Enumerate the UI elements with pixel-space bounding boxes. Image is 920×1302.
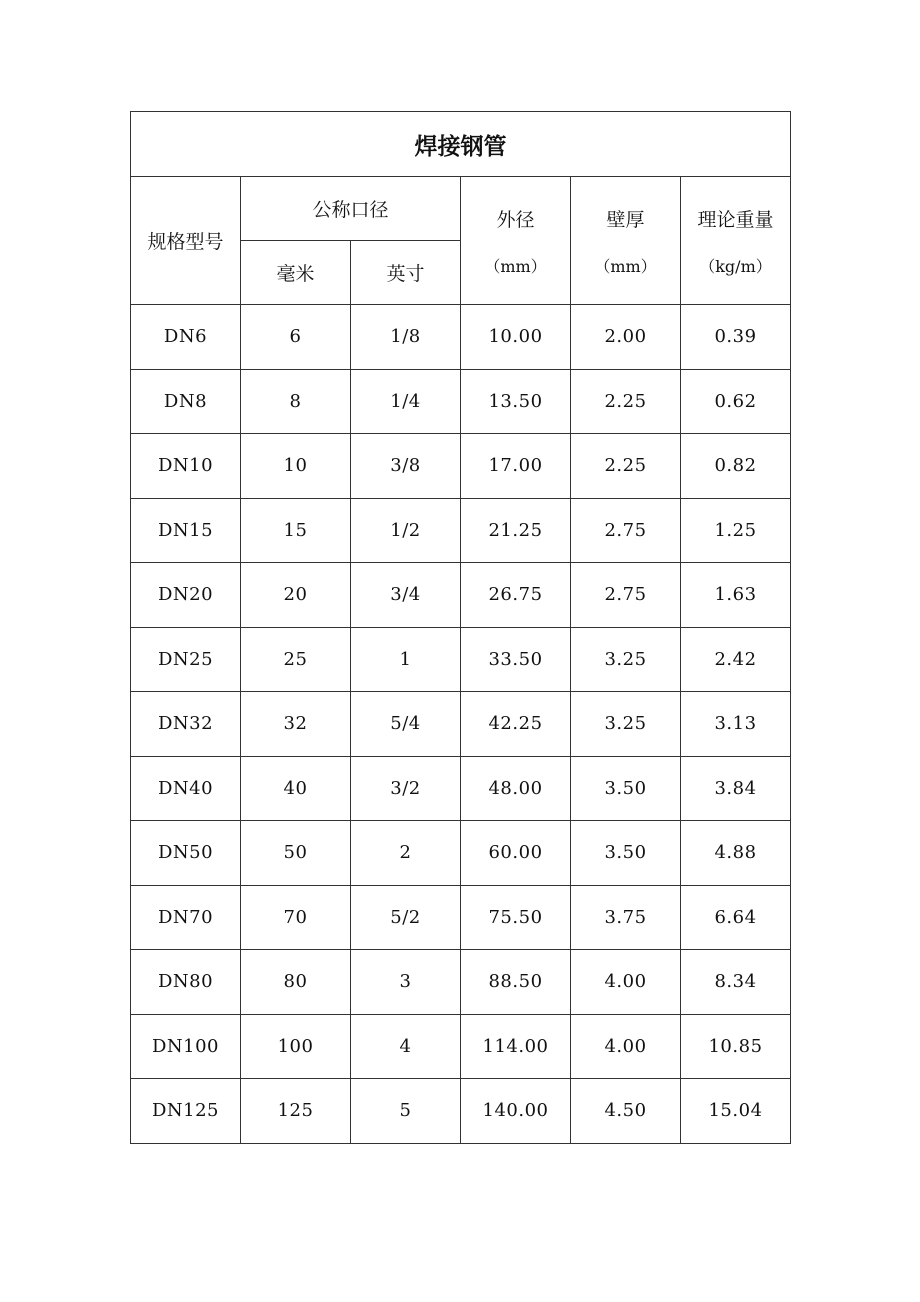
table-row — [131, 1079, 791, 1144]
table-title: 焊接钢管 — [131, 112, 791, 177]
header-outer-diameter — [461, 177, 571, 305]
cell-millimeter: 25 — [241, 627, 351, 692]
header-spec: 规格型号 — [131, 177, 241, 305]
cell-millimeter: 50 — [241, 821, 351, 886]
cell-spec: DN15 — [131, 498, 241, 563]
cell-inch: 3/8 — [351, 434, 461, 499]
cell-outer-diameter: 33.50 — [461, 627, 571, 692]
cell-wall-thickness: 3.25 — [571, 627, 681, 692]
cell-outer-diameter: 17.00 — [461, 434, 571, 499]
cell-theoretical-weight: 0.39 — [681, 305, 791, 370]
cell-wall-thickness: 2.25 — [571, 369, 681, 434]
cell-millimeter: 100 — [241, 1014, 351, 1079]
table-row — [131, 1014, 791, 1079]
header-millimeter: 毫米 — [241, 241, 351, 305]
cell-spec: DN32 — [131, 692, 241, 757]
cell-wall-thickness: 3.50 — [571, 821, 681, 886]
cell-millimeter: 40 — [241, 756, 351, 821]
cell-wall-thickness: 3.50 — [571, 756, 681, 821]
cell-spec: DN50 — [131, 821, 241, 886]
cell-outer-diameter: 10.00 — [461, 305, 571, 370]
cell-wall-thickness: 2.75 — [571, 563, 681, 628]
cell-inch: 4 — [351, 1014, 461, 1079]
header-inch: 英寸 — [351, 241, 461, 305]
cell-outer-diameter: 21.25 — [461, 498, 571, 563]
cell-wall-thickness: 2.00 — [571, 305, 681, 370]
cell-inch: 3 — [351, 950, 461, 1015]
table-row — [131, 756, 791, 821]
table-body — [131, 305, 791, 1144]
cell-inch: 1/4 — [351, 369, 461, 434]
cell-outer-diameter: 42.25 — [461, 692, 571, 757]
table-row — [131, 434, 791, 499]
table-row — [131, 950, 791, 1015]
table-row — [131, 305, 791, 370]
header-wall-thickness — [571, 177, 681, 305]
cell-outer-diameter: 13.50 — [461, 369, 571, 434]
table-row — [131, 498, 791, 563]
welded-steel-pipe-table — [130, 111, 791, 1144]
cell-wall-thickness: 4.00 — [571, 950, 681, 1015]
header-theoretical-weight — [681, 177, 791, 305]
cell-outer-diameter: 60.00 — [461, 821, 571, 886]
cell-spec: DN40 — [131, 756, 241, 821]
cell-spec: DN25 — [131, 627, 241, 692]
cell-spec: DN80 — [131, 950, 241, 1015]
cell-theoretical-weight: 15.04 — [681, 1079, 791, 1144]
cell-spec: DN100 — [131, 1014, 241, 1079]
cell-outer-diameter: 75.50 — [461, 885, 571, 950]
cell-millimeter: 125 — [241, 1079, 351, 1144]
cell-inch: 5/4 — [351, 692, 461, 757]
cell-wall-thickness: 3.25 — [571, 692, 681, 757]
cell-outer-diameter: 48.00 — [461, 756, 571, 821]
cell-spec: DN20 — [131, 563, 241, 628]
cell-theoretical-weight: 8.34 — [681, 950, 791, 1015]
cell-theoretical-weight: 4.88 — [681, 821, 791, 886]
cell-millimeter: 20 — [241, 563, 351, 628]
header-outer-diameter-unit: （mm） — [484, 256, 547, 276]
cell-outer-diameter: 140.00 — [461, 1079, 571, 1144]
cell-inch: 3/2 — [351, 756, 461, 821]
cell-millimeter: 15 — [241, 498, 351, 563]
header-theoretical-weight-label: 理论重量 — [697, 208, 774, 231]
cell-spec: DN6 — [131, 305, 241, 370]
cell-wall-thickness: 4.00 — [571, 1014, 681, 1079]
header-wall-thickness-label: 壁厚 — [606, 208, 645, 231]
cell-spec: DN8 — [131, 369, 241, 434]
table-row — [131, 821, 791, 886]
cell-wall-thickness: 4.50 — [571, 1079, 681, 1144]
cell-spec: DN125 — [131, 1079, 241, 1144]
header-outer-diameter-label: 外径 — [496, 208, 535, 231]
table-row — [131, 692, 791, 757]
table-row — [131, 563, 791, 628]
cell-theoretical-weight: 2.42 — [681, 627, 791, 692]
cell-theoretical-weight: 1.63 — [681, 563, 791, 628]
cell-theoretical-weight: 6.64 — [681, 885, 791, 950]
cell-theoretical-weight: 0.82 — [681, 434, 791, 499]
cell-theoretical-weight: 0.62 — [681, 369, 791, 434]
cell-inch: 3/4 — [351, 563, 461, 628]
cell-theoretical-weight: 10.85 — [681, 1014, 791, 1079]
table-row — [131, 885, 791, 950]
cell-millimeter: 6 — [241, 305, 351, 370]
cell-theoretical-weight: 3.13 — [681, 692, 791, 757]
cell-millimeter: 70 — [241, 885, 351, 950]
cell-millimeter: 80 — [241, 950, 351, 1015]
cell-inch: 5/2 — [351, 885, 461, 950]
cell-outer-diameter: 26.75 — [461, 563, 571, 628]
table-row — [131, 627, 791, 692]
header-wall-thickness-unit: （mm） — [594, 256, 657, 276]
cell-theoretical-weight: 3.84 — [681, 756, 791, 821]
table-row — [131, 369, 791, 434]
cell-millimeter: 8 — [241, 369, 351, 434]
document-page — [130, 111, 790, 1144]
cell-inch: 1/8 — [351, 305, 461, 370]
cell-inch: 5 — [351, 1079, 461, 1144]
cell-millimeter: 32 — [241, 692, 351, 757]
cell-outer-diameter: 88.50 — [461, 950, 571, 1015]
cell-theoretical-weight: 1.25 — [681, 498, 791, 563]
cell-inch: 2 — [351, 821, 461, 886]
cell-inch: 1 — [351, 627, 461, 692]
header-theoretical-weight-unit: （kg/m） — [699, 256, 772, 276]
header-nominal-diameter: 公称口径 — [241, 177, 461, 241]
cell-inch: 1/2 — [351, 498, 461, 563]
cell-spec: DN70 — [131, 885, 241, 950]
cell-wall-thickness: 3.75 — [571, 885, 681, 950]
cell-spec: DN10 — [131, 434, 241, 499]
cell-wall-thickness: 2.75 — [571, 498, 681, 563]
cell-millimeter: 10 — [241, 434, 351, 499]
cell-outer-diameter: 114.00 — [461, 1014, 571, 1079]
cell-wall-thickness: 2.25 — [571, 434, 681, 499]
